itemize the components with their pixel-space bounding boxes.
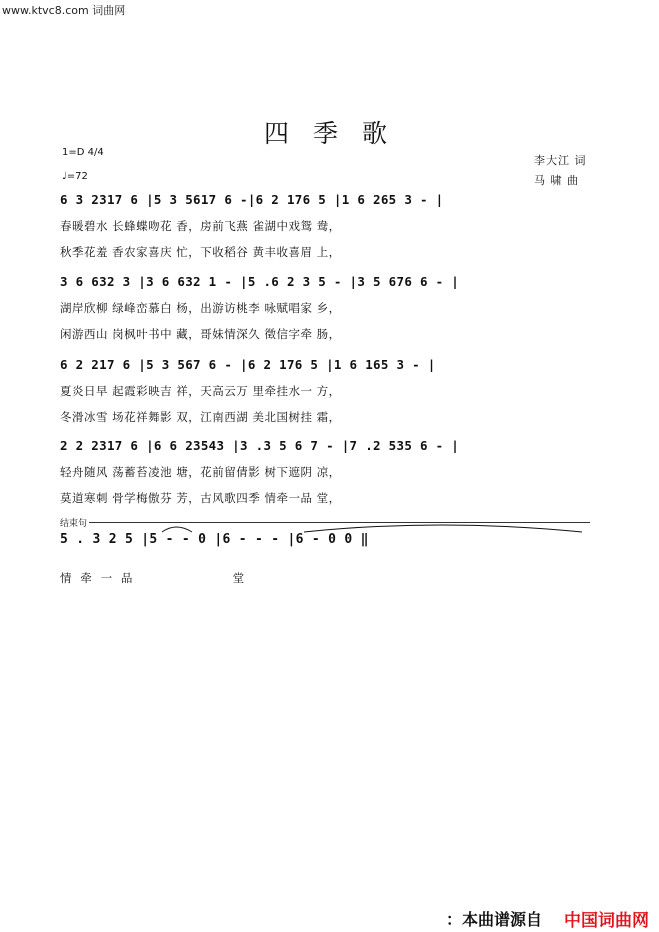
score-row-4: [60, 438, 590, 506]
lyric-verse-2: 冬滑冰雪 场花祥舞影 双，江南西湖 美北国树挂 霜，: [60, 410, 341, 424]
source-note: ：本曲谱源自: [446, 910, 543, 929]
lyric-verse-2: 闲游西山 岗枫叶书中 藏，哥妹情深久 徵信字牵 肠，: [60, 327, 341, 341]
notation-line: 2 2 2317 6 |6 6 23543 |3 .3 5 6 7 - |7 .2 535 6 - |: [60, 438, 460, 453]
tempo-marking: ♩=72: [62, 171, 88, 182]
tie-arc: [300, 522, 590, 534]
score-row-3: [60, 357, 590, 425]
lyric-verse-2: 秋季花羞 香农家喜庆 忙，下收稻谷 黄丰收喜眉 上，: [60, 245, 341, 259]
notation-line: 3 6 632 3 |3 6 632 1 - |5 .6 2 3 5 - |3 5 676 6 - |: [60, 274, 460, 289]
score-row-2: [60, 274, 590, 342]
notation-line: 6 3 2317 6 |5 3 5617 6 -|6 2 176 5 |1 6 265 3 - |: [60, 192, 444, 207]
ending-label: 结束句: [60, 516, 89, 529]
site-watermark: www.ktvc8.com 词曲网: [2, 4, 126, 17]
notation-line: 6 2 217 6 |5 3 567 6 - |6 2 176 5 |1 6 165 3 - |: [60, 357, 436, 372]
composer: 马 啸 曲: [534, 174, 579, 187]
credits: [534, 151, 587, 191]
score-row-ending: [60, 532, 590, 592]
song-title: 四 季 歌: [264, 119, 395, 148]
lyric-verse-1: 春暖碧水 长蜂蝶吻花 香，房前飞燕 雀湖中戏鸳 鸯，: [60, 219, 341, 233]
lyric-verse-1: 夏炎日早 起霞彩映吉 祥，天高云万 里牵挂水一 方，: [60, 384, 341, 398]
lyric-verse-1: 湖岸欣柳 绿峰峦慕白 杨，出游访桃李 咏赋唱家 乡，: [60, 301, 341, 315]
site-brand: 中国词曲网: [564, 911, 649, 931]
lyric-verse-2: 莫道寒刺 骨学梅傲芬 芳，古风歌四季 情牵一品 堂，: [60, 491, 341, 505]
lyric-verse-1: 轻舟随风 荡蓄苔凌池 塘，花前留倩影 树下遮阴 凉，: [60, 465, 341, 479]
notation-line: 5 . 3 2 5 |5 - - 0 |6 - - - |6 - 0 0 ‖: [60, 532, 369, 547]
score-row-1: [60, 192, 590, 260]
lyric-ending: 情 牵 一 品 堂: [60, 571, 245, 585]
lyricist: 李大江 词: [534, 154, 587, 167]
slur-arc: [160, 522, 196, 534]
key-signature: 1=D 4/4: [62, 147, 104, 158]
